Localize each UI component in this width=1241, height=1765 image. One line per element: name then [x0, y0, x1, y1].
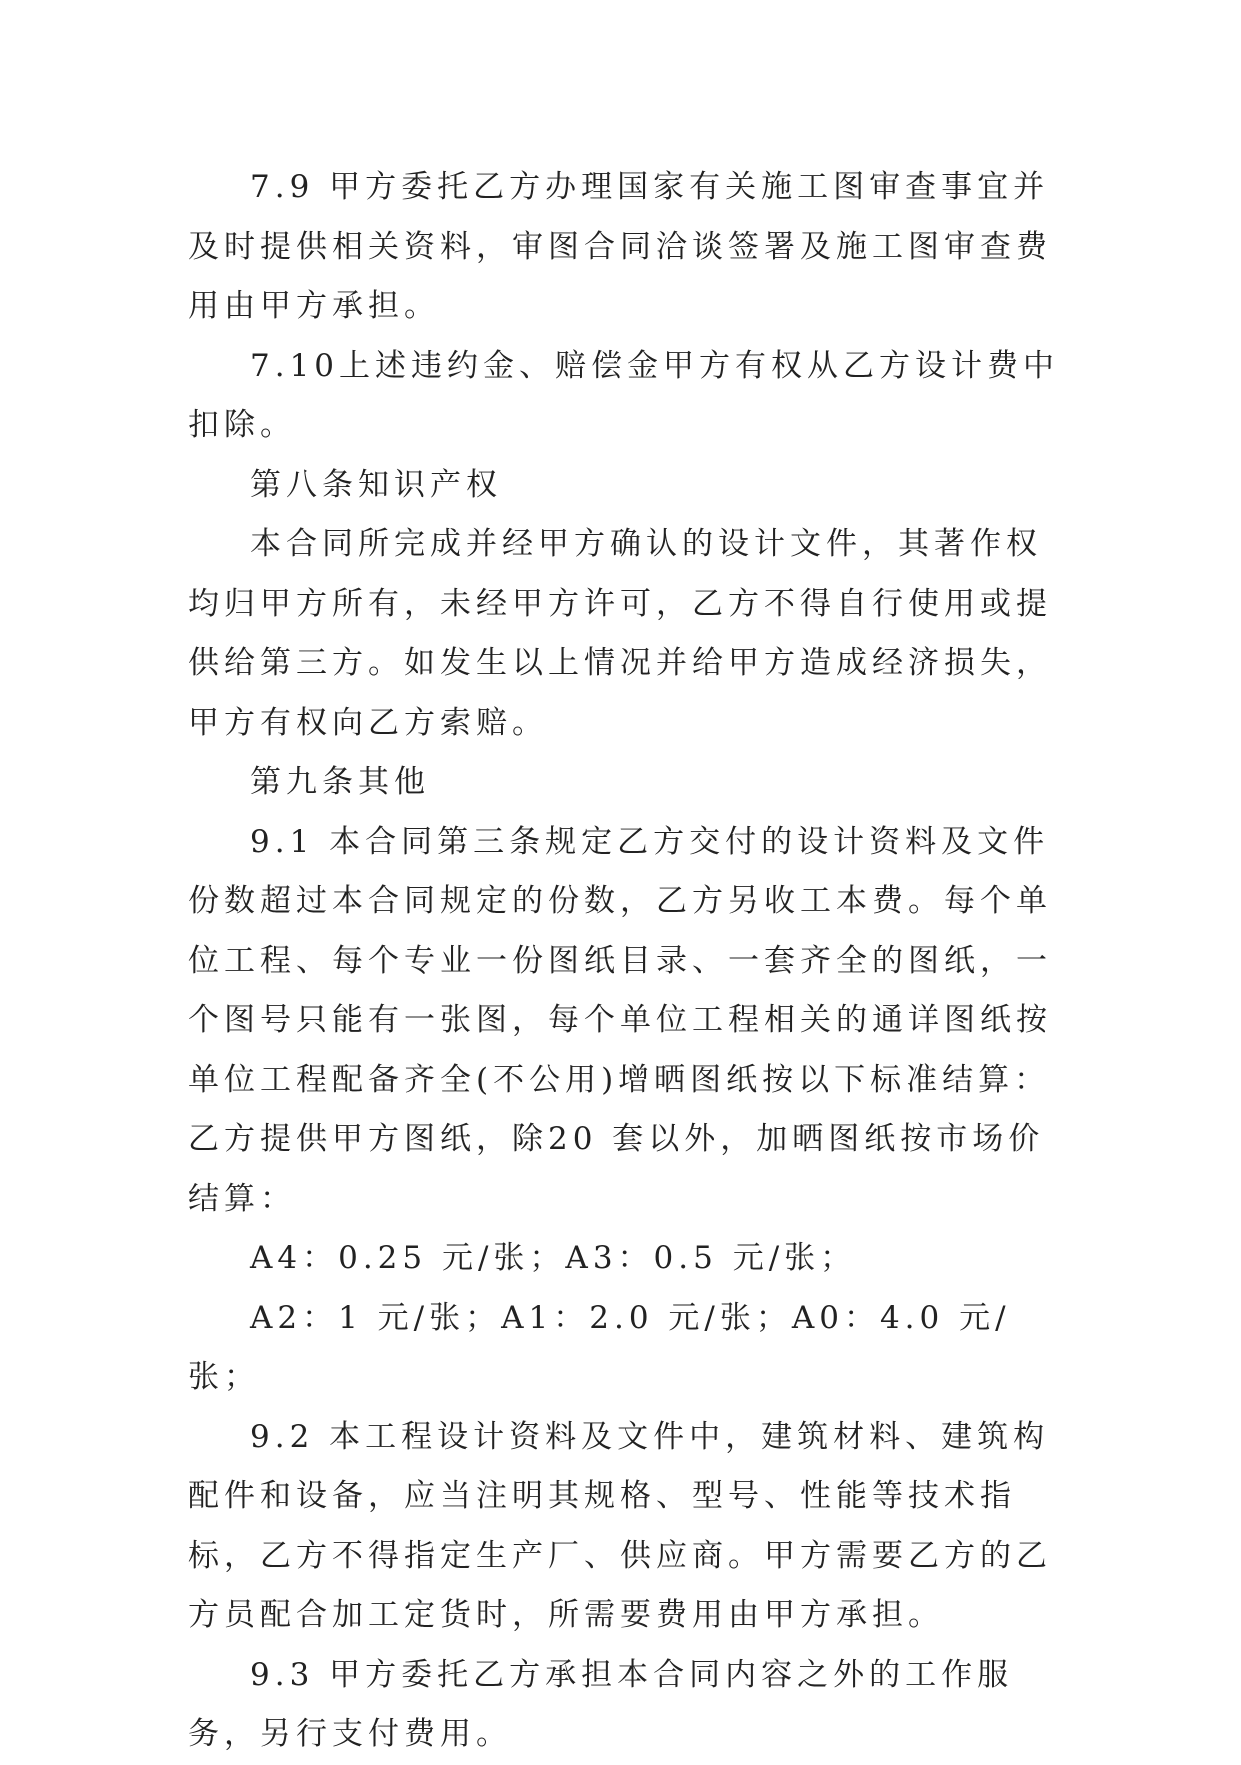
article-9-heading: 第九条其他 — [250, 764, 430, 800]
clause-7-10: 7.10上述违约金、赔偿金甲方有权从乙方设计费中扣除。 — [188, 347, 1060, 443]
document-body — [188, 158, 1060, 1765]
price-line-a4-a3: A4：0.25 元/张；A3：0.5 元/张； — [250, 1240, 857, 1276]
clause-7-9: 7.9 甲方委托乙方办理国家有关施工图审查事宜并及时提供相关资料，审图合同洽谈签署及施工图审查费用由甲方承担。 — [188, 169, 1052, 324]
clause-9-1: 9.1 本合同第三条规定乙方交付的设计资料及文件份数超过本合同规定的份数，乙方另收工本费。每个单位工程、每个专业一份图纸目录、一套齐全的图纸，一个图号只能有一张图，每个单位工程相关的通详图纸按单位工程配备齐全(不公用)增晒图纸按以下标准结算：乙方提供甲方图纸，除20 套以外，加晒图纸按市场价结算： — [188, 823, 1052, 1217]
price-line-a2-a1-a0: A2：1 元/张；A1：2.0 元/张；A0：4.0 元/张； — [188, 1299, 1011, 1395]
clause-9-3: 9.3 甲方委托乙方承担本合同内容之外的工作服务，另行支付费用。 — [188, 1656, 1014, 1752]
article-8-body: 本合同所完成并经甲方确认的设计文件，其著作权均归甲方所有，未经甲方许可，乙方不得自行使用或提供给第三方。如发生以上情况并给甲方造成经济损失，甲方有权向乙方索赔。 — [188, 526, 1052, 741]
article-8-heading: 第八条知识产权 — [250, 466, 502, 503]
clause-9-2: 9.2 本工程设计资料及文件中，建筑材料、建筑构配件和设备，应当注明其规格、型号、性能等技术指标，乙方不得指定生产厂、供应商。甲方需要乙方的乙方员配合加工定货时，所需要费用由甲方承担。 — [188, 1418, 1052, 1633]
